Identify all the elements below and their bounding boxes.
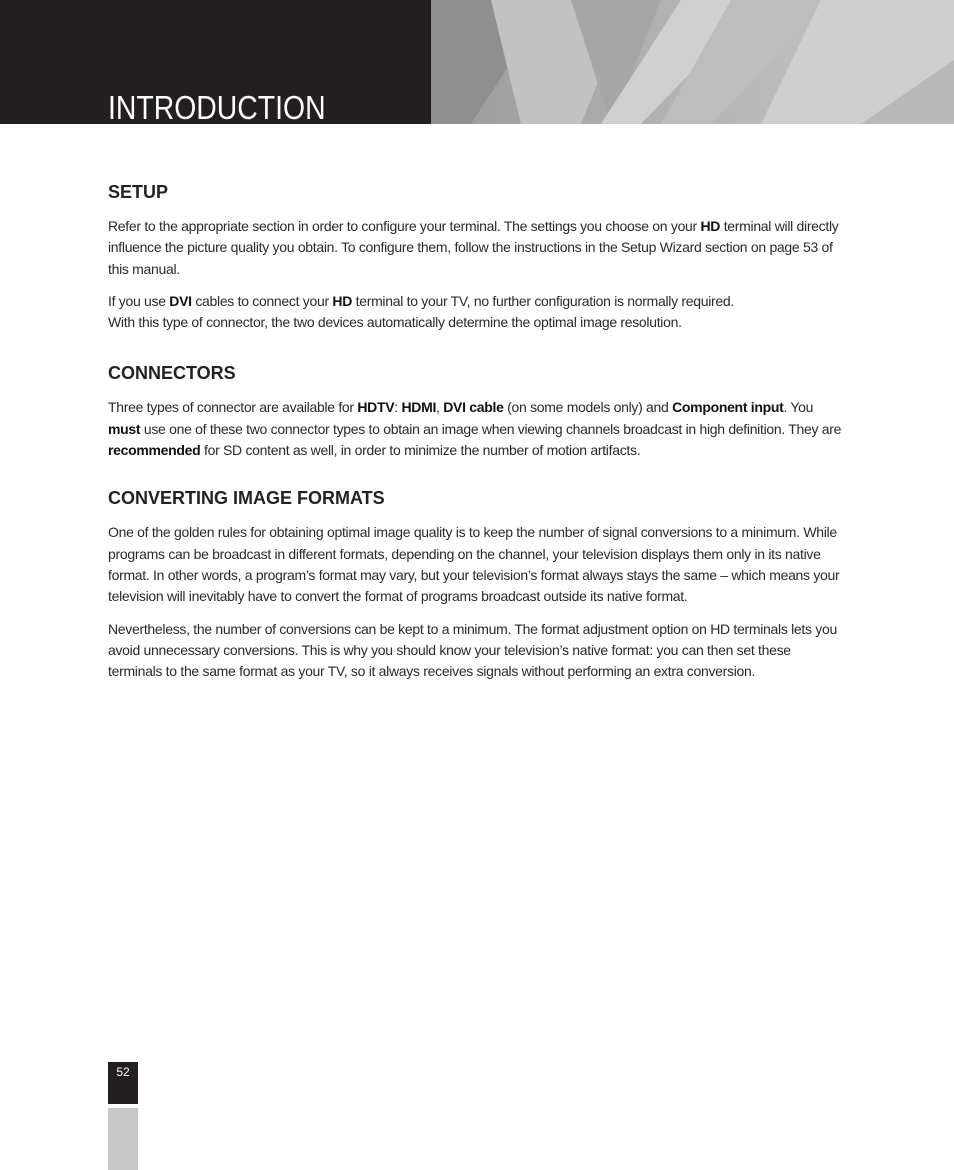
bold-term: HD: [332, 292, 353, 309]
text-run: use one of these two connector types to obtain an image when viewing channels broadcast in high definition. They are: [140, 420, 842, 437]
section-converting-image-formats: [108, 486, 843, 682]
text-run: :: [394, 399, 402, 416]
section-heading: SETUP: [108, 182, 169, 202]
text-run: (on some models only) and: [503, 399, 673, 416]
paragraph: [108, 216, 843, 280]
bold-term: HDMI: [401, 399, 437, 416]
page-number-tab: [108, 1062, 138, 1104]
section-connectors: [108, 361, 843, 461]
text-run: cables to connect your: [191, 292, 333, 309]
header-decorative-image: [431, 0, 954, 124]
bold-term: HD: [700, 218, 721, 234]
text-run: One of the golden rules for obtaining optimal image quality is to keep the number of signal conversions to a minimum. While programs can be broadcast in different formats, depending on the channel, your television displays them only in its native format. In other words, a program’s format may vary, but your television’s format always stays the same – which means your television will inevitably have to convert the format of programs broadcast outside its native format.: [108, 524, 840, 605]
text-run: ,: [436, 399, 444, 416]
paragraph: [108, 522, 843, 607]
bold-term: DVI: [169, 292, 192, 309]
section-setup: [108, 180, 843, 333]
bold-term: must: [108, 420, 141, 437]
page-tab-decoration: [108, 1108, 138, 1170]
page-title: INTRODUCTION: [108, 89, 326, 126]
bold-term: Component input: [672, 399, 784, 416]
text-run: Nevertheless, the number of conversions can be kept to a minimum. The format adjustment option on HD terminals lets you avoid unnecessary conversions. This is why you should know your television’s native format: you can then set these terminals to the same format as your TV, so it always receives signals without performing an extra conversion.: [108, 620, 837, 680]
page-number: 52: [116, 1065, 130, 1079]
main-content: [108, 180, 843, 710]
bold-term: HDTV: [357, 399, 395, 416]
paragraph: [108, 619, 843, 683]
bold-term: recommended: [108, 442, 201, 459]
text-run: With this type of connector, the two devices automatically determine the optimal image resolution.: [108, 314, 682, 331]
text-run: If you use: [108, 292, 170, 309]
bold-term: DVI cable: [443, 399, 504, 416]
text-run: terminal to your TV, no further configuration is normally required.: [352, 292, 734, 309]
text-run: Three types of connector are available for: [108, 399, 358, 416]
paragraph: [108, 397, 843, 461]
section-heading: CONVERTING IMAGE FORMATS: [108, 488, 385, 509]
text-run: for SD content as well, in order to minimize the number of motion artifacts.: [200, 442, 641, 459]
section-heading: CONNECTORS: [108, 363, 236, 384]
text-run: terminal will directly influence the picture quality you obtain. To configure them, follow the instructions in the Setup Wizard section on page 53 of this manual.: [108, 218, 839, 277]
text-run: Refer to the appropriate section in order to configure your terminal. The settings you choose on your: [108, 218, 701, 234]
paragraph: [108, 291, 843, 334]
page-header: [0, 0, 954, 124]
text-run: . You: [783, 399, 814, 416]
